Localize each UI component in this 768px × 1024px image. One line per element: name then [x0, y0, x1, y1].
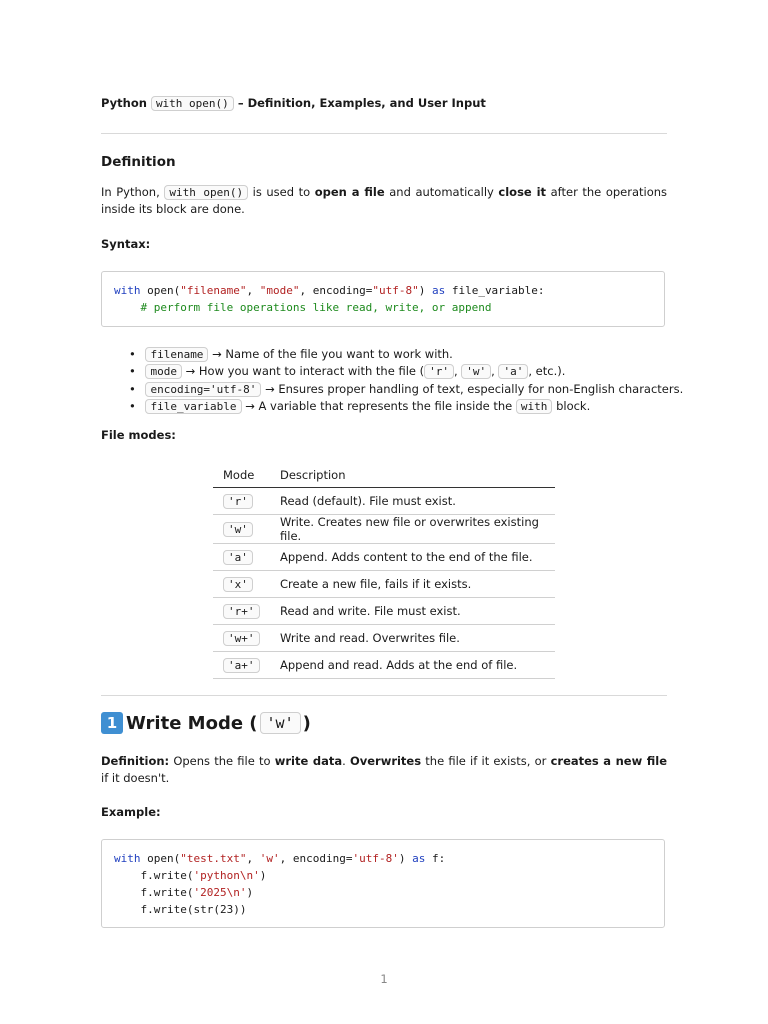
table-row: 'a+' Append and read. Adds at the end of file.: [213, 652, 555, 679]
table-row: 'w' Write. Creates new file or overwrites existing file.: [213, 515, 555, 544]
keycap-one-icon: 1: [101, 712, 123, 734]
list-item: • filename → Name of the file you want to work with.: [129, 346, 683, 363]
write-mode-heading: 1 Write Mode ( 'w' ): [101, 712, 311, 734]
syntax-parameter-list: [129, 346, 683, 415]
write-mode-definition: Definition: Opens the file to write data. Overwrites the file if it exists, or creates a new file if it doesn't.: [101, 754, 668, 785]
title-prefix: Python: [101, 96, 147, 110]
inline-code: with open(): [164, 185, 248, 200]
table-row: 'w+' Write and read. Overwrites file.: [213, 625, 555, 652]
example-code-block: with open("test.txt", 'w', encoding='utf-8') as f: f.write('python\n') f.write('2025\n') f.write(str(23)): [101, 839, 665, 928]
syntax-code-block: with open("filename", "mode", encoding="utf-8") as file_variable: # perform file operations like read, write, or append: [101, 271, 665, 327]
table-row: 'x' Create a new file, fails if it exists.: [213, 571, 555, 598]
column-header-description: Description: [270, 462, 555, 488]
table-row: 'r' Read (default). File must exist.: [213, 488, 555, 515]
list-item: • mode → How you want to interact with the file ( 'r' , 'w' , 'a' , etc.).: [129, 363, 683, 380]
divider: [101, 133, 667, 134]
title-inline-code: with open(): [151, 96, 234, 111]
file-modes-label: File modes:: [101, 428, 176, 442]
list-item: • encoding='utf-8' → Ensures proper handling of text, especially for non-English characters.: [129, 381, 683, 398]
page-title: [101, 96, 486, 110]
file-modes-table: [213, 462, 555, 679]
syntax-label: Syntax:: [101, 237, 151, 251]
page-number: 1: [380, 972, 388, 986]
list-item: • file_variable → A variable that represents the file inside the with block.: [129, 398, 683, 415]
divider: [101, 695, 667, 696]
definition-heading: Definition: [101, 154, 176, 170]
definition-paragraph: In Python, with open() is used to open a file and automatically close it after the operations inside its block are done.: [101, 185, 668, 216]
table-header-row: [213, 462, 555, 488]
table-row: 'a' Append. Adds content to the end of the file.: [213, 544, 555, 571]
table-row: 'r+' Read and write. File must exist.: [213, 598, 555, 625]
example-label: Example:: [101, 805, 161, 819]
title-suffix: – Definition, Examples, and User Input: [237, 96, 486, 110]
column-header-mode: Mode: [213, 462, 270, 488]
